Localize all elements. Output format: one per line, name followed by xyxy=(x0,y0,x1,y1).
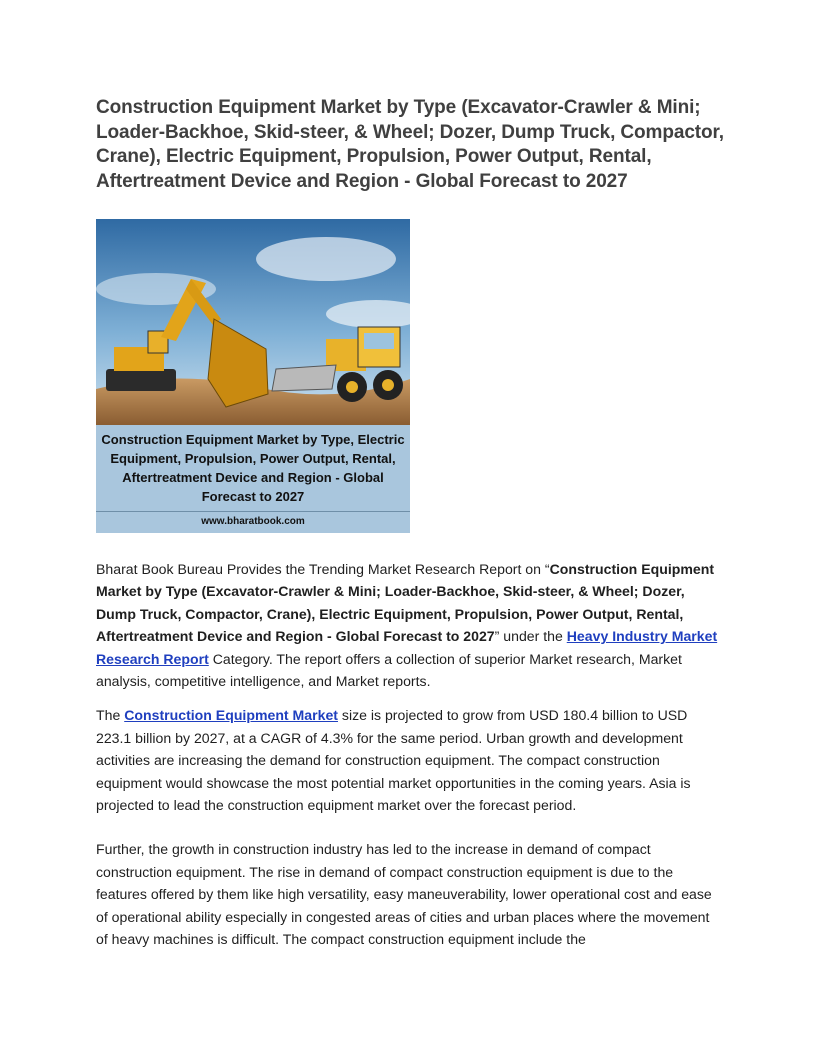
lead-text: The xyxy=(96,707,125,724)
cover-divider xyxy=(96,511,410,512)
cover-image xyxy=(96,219,410,533)
report-name: Construction Equipment Market by Type (Excavator-Crawler & Mini; Loader-Backhoe, Skid-steer, & Wheel; Dozer, Dump Truck, Compactor, Crane), Electric Equipment, Propulsion, Power Output, Rental, Aftertreatment Device and Region - Global Forecast to 2027 xyxy=(96,561,715,645)
intro-text: Bharat Book Bureau Provides the Trending Market Research Report on “ xyxy=(96,561,550,577)
construction-equipment-photo xyxy=(96,219,410,425)
paragraph-compact-equipment: Further, the growth in construction industry has led to the increase in demand of compact construction equipment. The rise in demand of compact construction equipment is due to the features offered by them like high versatility, easy maneuverability, lower operational cost and ease of operational ability especially in congested areas of cities and urban places where the movement of heavy machines is difficult. The compact construction equipment include the xyxy=(96,841,712,948)
cover-caption-url: www.bharatbook.com xyxy=(201,516,305,527)
body-text xyxy=(96,558,720,963)
heavy-industry-link[interactable]: Heavy Industry Market Research Report xyxy=(96,628,718,667)
construction-equipment-market-link[interactable]: Construction Equipment Market xyxy=(124,707,338,724)
market-size-text: size is projected to grow from USD 180.4 billion to USD 223.1 billion by 2027, at a CAGR of 4.3% for the same period. Urban growth and development activities are increasing the demand for construction equipment. The compact construction equipment would showcase the most potential market opportunities in the coming years. Asia is projected to lead the construction equipment market over the forecast period. xyxy=(96,707,691,814)
mid-text: ” under the xyxy=(494,628,567,645)
cover-caption xyxy=(96,425,410,533)
outro-text: Category. The report offers a collection of superior Market research, Market analysis, competitive intelligence, and Market reports. xyxy=(96,650,682,690)
paragraph-intro xyxy=(96,558,720,692)
page-title: Construction Equipment Market by Type (Excavator-Crawler & Mini; Loader-Backhoe, Skid-steer, & Wheel; Dozer, Dump Truck, Compactor, Crane), Electric Equipment, Propulsion, Power Output, Rental, Aftertreatment Device and Region - Global Forecast to 2027 xyxy=(96,97,724,192)
paragraph-market-size xyxy=(96,704,720,816)
cover-caption-title: Construction Equipment Market by Type, Electric Equipment, Propulsion, Power Output, Rental, Aftertreatment Device and Region - Global Forecast to 2027 xyxy=(101,432,405,504)
